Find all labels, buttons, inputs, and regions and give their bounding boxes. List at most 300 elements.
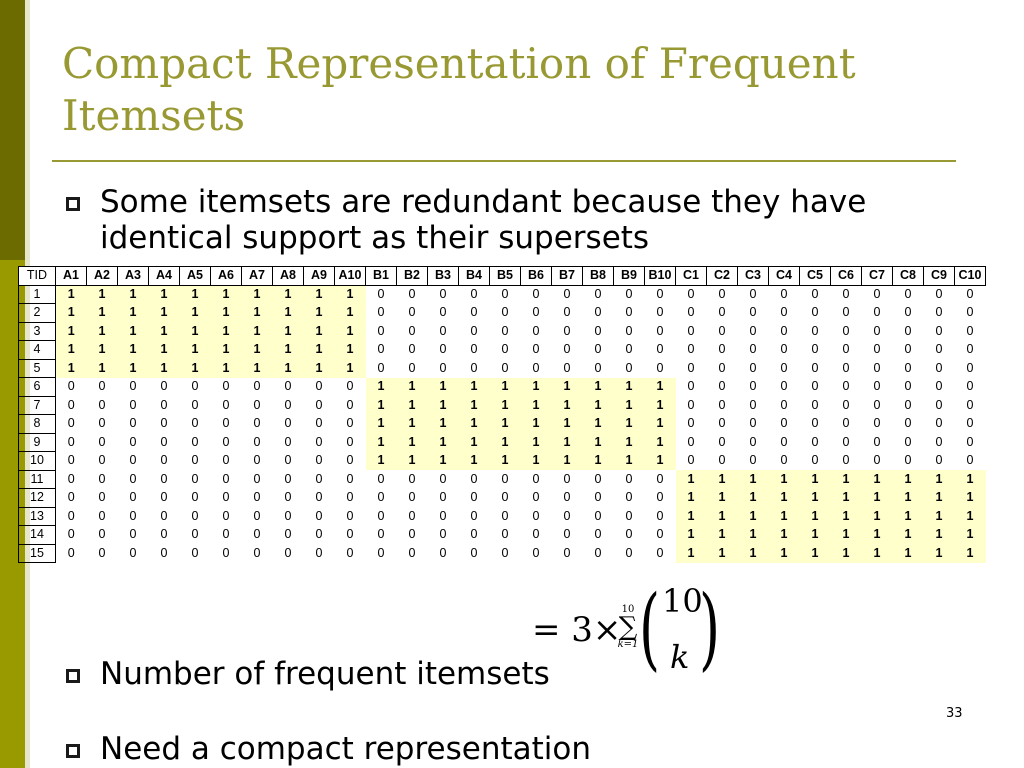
tid-cell: 7 — [19, 396, 56, 415]
table-cell: 0 — [656, 508, 664, 523]
table-cell: 0 — [98, 434, 106, 449]
table-cell: 0 — [470, 323, 478, 338]
table-cell: 1 — [893, 489, 924, 508]
column-header: B8 — [583, 267, 614, 286]
table-cell: 1 — [428, 433, 459, 452]
table-cell: 0 — [780, 453, 788, 468]
table-cell: 0 — [377, 545, 385, 560]
table-cell: 1 — [459, 415, 490, 434]
table-cell: 0 — [842, 287, 850, 301]
left-paren-icon: ( — [639, 576, 661, 681]
table-cell: 1 — [521, 378, 552, 397]
table-cell: 0 — [408, 305, 416, 320]
tid-cell: 6 — [19, 378, 56, 397]
table-cell: 0 — [594, 323, 602, 338]
table-cell: 1 — [707, 526, 738, 545]
table-cell: 0 — [718, 360, 726, 375]
table-cell: 1 — [118, 285, 149, 304]
column-header: C10 — [955, 267, 986, 286]
table-cell: 1 — [304, 322, 335, 341]
summation — [616, 604, 640, 650]
column-header: B2 — [397, 267, 428, 286]
table-cell: 0 — [935, 287, 943, 301]
table-cell: 1 — [707, 470, 738, 489]
table-cell: 0 — [532, 342, 540, 357]
table-cell: 0 — [160, 527, 168, 542]
table-cell: 0 — [625, 545, 633, 560]
table-cell: 0 — [284, 527, 292, 542]
table-cell: 0 — [811, 397, 819, 412]
table-cell: 0 — [377, 342, 385, 357]
table-cell: 1 — [366, 396, 397, 415]
table-cell: 1 — [273, 285, 304, 304]
table-cell: 0 — [501, 305, 509, 320]
table-cell: 0 — [532, 490, 540, 505]
table-cell: 0 — [532, 545, 540, 560]
table-cell: 1 — [955, 526, 986, 545]
table-cell: 0 — [563, 287, 571, 301]
table-cell: 0 — [284, 397, 292, 412]
table-cell: 0 — [315, 490, 323, 505]
table-cell: 1 — [676, 544, 707, 563]
table-cell: 0 — [98, 453, 106, 468]
table-cell: 0 — [904, 287, 912, 301]
table-cell: 1 — [211, 304, 242, 323]
table-cell: 0 — [966, 323, 974, 338]
table-cell: 0 — [904, 323, 912, 338]
table-cell: 0 — [98, 471, 106, 486]
table-cell: 1 — [397, 415, 428, 434]
table-cell: 0 — [966, 287, 974, 301]
table-cell: 0 — [160, 379, 168, 394]
table-cell: 0 — [842, 453, 850, 468]
table-cell: 0 — [780, 342, 788, 357]
table-cell: 0 — [656, 527, 664, 542]
table-cell: 0 — [656, 323, 664, 338]
sum-lower-limit: k=1 — [617, 639, 639, 650]
table-cell: 1 — [800, 470, 831, 489]
table-cell: 0 — [625, 287, 633, 301]
formula-prefix: = 3× — [532, 610, 622, 650]
table-cell: 1 — [149, 359, 180, 378]
table-cell: 0 — [222, 471, 230, 486]
table-cell: 0 — [966, 397, 974, 412]
table-cell: 0 — [718, 323, 726, 338]
table-cell: 0 — [594, 360, 602, 375]
column-header: B4 — [459, 267, 490, 286]
table-cell: 1 — [738, 526, 769, 545]
column-header: B3 — [428, 267, 459, 286]
table-cell: 1 — [273, 359, 304, 378]
table-cell: 1 — [490, 378, 521, 397]
table-cell: 1 — [304, 304, 335, 323]
table-cell: 0 — [67, 434, 75, 449]
table-cell: 0 — [470, 545, 478, 560]
table-cell: 0 — [935, 305, 943, 320]
table-cell: 1 — [397, 396, 428, 415]
table-cell: 0 — [811, 453, 819, 468]
table-cell: 0 — [563, 323, 571, 338]
table-cell: 0 — [129, 508, 137, 523]
table-cell: 1 — [56, 322, 87, 341]
table-cell: 0 — [780, 360, 788, 375]
table-cell: 0 — [439, 342, 447, 357]
table-cell: 0 — [811, 416, 819, 431]
table-cell: 1 — [676, 470, 707, 489]
table-cell: 1 — [397, 452, 428, 471]
table-cell: 0 — [718, 379, 726, 394]
table-cell: 1 — [707, 489, 738, 508]
table-cell: 0 — [408, 545, 416, 560]
table-cell: 0 — [439, 305, 447, 320]
table-cell: 0 — [98, 545, 106, 560]
table-cell: 1 — [924, 489, 955, 508]
table-cell: 0 — [687, 305, 695, 320]
table-cell: 0 — [191, 416, 199, 431]
table-cell: 0 — [470, 527, 478, 542]
table-cell: 1 — [645, 378, 676, 397]
table-cell: 0 — [904, 397, 912, 412]
table-cell: 0 — [563, 305, 571, 320]
table-cell: 0 — [594, 305, 602, 320]
table-cell: 0 — [625, 490, 633, 505]
table-cell: 0 — [687, 360, 695, 375]
table-cell: 0 — [191, 508, 199, 523]
table-cell: 0 — [873, 323, 881, 338]
tid-cell: 2 — [19, 304, 56, 323]
table-cell: 1 — [56, 359, 87, 378]
table-cell: 0 — [842, 342, 850, 357]
table-cell: 0 — [377, 508, 385, 523]
table-cell: 1 — [242, 322, 273, 341]
table-cell: 0 — [377, 360, 385, 375]
column-header: C6 — [831, 267, 862, 286]
table-cell: 0 — [129, 545, 137, 560]
table-cell: 1 — [428, 452, 459, 471]
right-paren-icon: ) — [699, 576, 721, 681]
table-cell: 0 — [904, 342, 912, 357]
table-cell: 1 — [211, 359, 242, 378]
table-cell: 0 — [935, 379, 943, 394]
table-cell: 1 — [645, 452, 676, 471]
table-cell: 0 — [811, 379, 819, 394]
table-cell: 1 — [769, 489, 800, 508]
table-cell: 1 — [304, 285, 335, 304]
table-cell: 0 — [98, 527, 106, 542]
table-cell: 1 — [149, 341, 180, 360]
table-cell: 0 — [191, 527, 199, 542]
table-cell: 0 — [346, 490, 354, 505]
table-cell: 1 — [831, 507, 862, 526]
table-row — [19, 507, 986, 526]
table-cell: 1 — [211, 285, 242, 304]
table-cell: 0 — [718, 287, 726, 301]
table-cell: 0 — [873, 397, 881, 412]
table-cell: 0 — [811, 323, 819, 338]
column-header: A3 — [118, 267, 149, 286]
bullet-square-icon — [66, 669, 80, 683]
table-cell: 0 — [563, 342, 571, 357]
table-cell: 0 — [439, 490, 447, 505]
column-header: B5 — [490, 267, 521, 286]
table-cell: 0 — [687, 287, 695, 301]
table-cell: 0 — [625, 508, 633, 523]
table-cell: 0 — [718, 397, 726, 412]
table-cell: 0 — [191, 434, 199, 449]
column-header: B7 — [552, 267, 583, 286]
table-cell: 1 — [955, 489, 986, 508]
table-cell: 1 — [118, 304, 149, 323]
table-cell: 1 — [459, 452, 490, 471]
table-cell: 0 — [129, 527, 137, 542]
table-cell: 0 — [470, 508, 478, 523]
table-cell: 1 — [242, 359, 273, 378]
table-cell: 0 — [501, 360, 509, 375]
tid-cell: 10 — [19, 452, 56, 471]
table-cell: 0 — [129, 434, 137, 449]
table-cell: 0 — [594, 471, 602, 486]
title-rule — [52, 160, 956, 162]
table-cell: 1 — [335, 359, 366, 378]
table-cell: 0 — [160, 397, 168, 412]
table-cell: 0 — [780, 434, 788, 449]
table-cell: 0 — [408, 471, 416, 486]
table-cell: 0 — [346, 434, 354, 449]
sigma-icon: ∑ — [618, 612, 638, 642]
table-cell: 1 — [800, 507, 831, 526]
table-cell: 1 — [366, 415, 397, 434]
itemset-count-formula — [532, 576, 732, 681]
table-cell: 0 — [656, 305, 664, 320]
table-cell: 0 — [377, 471, 385, 486]
table-cell: 0 — [656, 490, 664, 505]
binomial-top: 10 — [662, 582, 703, 620]
table-cell: 0 — [315, 508, 323, 523]
table-cell: 0 — [935, 342, 943, 357]
table-cell: 0 — [594, 527, 602, 542]
table-cell: 1 — [831, 489, 862, 508]
table-cell: 0 — [439, 323, 447, 338]
table-cell: 0 — [718, 434, 726, 449]
table-cell: 1 — [769, 544, 800, 563]
table-cell: 1 — [893, 507, 924, 526]
table-row — [19, 415, 986, 434]
table-cell: 1 — [397, 378, 428, 397]
table-row — [19, 322, 986, 341]
table-cell: 1 — [831, 470, 862, 489]
table-cell: 0 — [625, 360, 633, 375]
table-cell: 0 — [780, 287, 788, 301]
table-cell: 1 — [614, 378, 645, 397]
table-cell: 0 — [315, 434, 323, 449]
column-header: B6 — [521, 267, 552, 286]
table-cell: 1 — [211, 322, 242, 341]
table-cell: 1 — [149, 285, 180, 304]
table-row — [19, 526, 986, 545]
table-cell: 0 — [749, 434, 757, 449]
column-header: C5 — [800, 267, 831, 286]
table-cell: 0 — [532, 527, 540, 542]
table-cell: 0 — [811, 305, 819, 320]
table-cell: 0 — [408, 360, 416, 375]
table-cell: 0 — [501, 527, 509, 542]
table-cell: 0 — [98, 508, 106, 523]
table-row — [19, 396, 986, 415]
table-cell: 0 — [439, 527, 447, 542]
table-cell: 0 — [749, 342, 757, 357]
table-cell: 1 — [614, 415, 645, 434]
table-cell: 1 — [831, 544, 862, 563]
table-cell: 1 — [56, 341, 87, 360]
table-cell: 1 — [490, 452, 521, 471]
table-cell: 0 — [811, 287, 819, 301]
table-cell: 0 — [284, 508, 292, 523]
table-cell: 0 — [253, 453, 261, 468]
table-cell: 0 — [284, 379, 292, 394]
table-cell: 0 — [191, 397, 199, 412]
tid-cell: 12 — [19, 489, 56, 508]
table-cell: 0 — [129, 416, 137, 431]
table-cell: 0 — [563, 490, 571, 505]
table-cell: 1 — [769, 526, 800, 545]
table-cell: 0 — [253, 416, 261, 431]
table-cell: 0 — [284, 471, 292, 486]
table-cell: 1 — [738, 470, 769, 489]
table-cell: 0 — [284, 453, 292, 468]
bullet-square-icon — [66, 744, 80, 758]
table-cell: 0 — [253, 490, 261, 505]
table-cell: 0 — [501, 490, 509, 505]
table-cell: 0 — [842, 360, 850, 375]
table-cell: 0 — [625, 471, 633, 486]
table-cell: 1 — [614, 452, 645, 471]
table-cell: 0 — [749, 397, 757, 412]
table-cell: 1 — [552, 452, 583, 471]
table-cell: 0 — [160, 453, 168, 468]
table-cell: 0 — [594, 342, 602, 357]
table-cell: 1 — [583, 415, 614, 434]
table-cell: 0 — [749, 379, 757, 394]
table-cell: 1 — [893, 544, 924, 563]
table-cell: 1 — [738, 507, 769, 526]
bullet-text-frequent-count: Number of frequent itemsets — [100, 656, 550, 692]
table-cell: 1 — [521, 396, 552, 415]
table-cell: 1 — [924, 470, 955, 489]
table-cell: 1 — [242, 304, 273, 323]
column-header: C3 — [738, 267, 769, 286]
table-cell: 0 — [346, 545, 354, 560]
table-cell: 1 — [180, 359, 211, 378]
table-cell: 1 — [614, 433, 645, 452]
table-cell: 0 — [501, 508, 509, 523]
table-cell: 0 — [966, 305, 974, 320]
column-header: B1 — [366, 267, 397, 286]
table-cell: 0 — [873, 416, 881, 431]
table-cell: 0 — [594, 490, 602, 505]
table-cell: 0 — [656, 545, 664, 560]
table-cell: 0 — [563, 471, 571, 486]
table-cell: 0 — [191, 490, 199, 505]
table-cell: 1 — [459, 433, 490, 452]
table-cell: 0 — [780, 323, 788, 338]
bullet-square-icon — [66, 197, 80, 211]
table-cell: 1 — [769, 470, 800, 489]
table-cell: 0 — [966, 342, 974, 357]
column-header: A10 — [335, 267, 366, 286]
table-cell: 0 — [253, 397, 261, 412]
table-cell: 1 — [490, 433, 521, 452]
table-cell: 0 — [315, 379, 323, 394]
table-cell: 0 — [625, 323, 633, 338]
column-header: A5 — [180, 267, 211, 286]
transaction-table — [18, 266, 986, 563]
table-cell: 0 — [67, 416, 75, 431]
table-cell: 0 — [346, 416, 354, 431]
table-cell: 0 — [67, 508, 75, 523]
table-cell: 0 — [594, 508, 602, 523]
table-cell: 0 — [470, 471, 478, 486]
tid-cell: 15 — [19, 544, 56, 563]
table-cell: 1 — [56, 285, 87, 304]
table-cell: 1 — [862, 489, 893, 508]
table-cell: 0 — [873, 453, 881, 468]
table-cell: 0 — [129, 453, 137, 468]
table-cell: 0 — [346, 471, 354, 486]
table-cell: 0 — [780, 379, 788, 394]
table-cell: 0 — [284, 434, 292, 449]
table-cell: 0 — [408, 287, 416, 301]
table-cell: 0 — [191, 471, 199, 486]
sum-upper-limit: 10 — [621, 604, 635, 615]
table-cell: 1 — [893, 526, 924, 545]
table-cell: 0 — [811, 342, 819, 357]
table-cell: 0 — [935, 397, 943, 412]
table-cell: 0 — [625, 527, 633, 542]
table-cell: 1 — [614, 396, 645, 415]
table-cell: 1 — [428, 378, 459, 397]
table-cell: 1 — [149, 322, 180, 341]
table-cell: 0 — [315, 416, 323, 431]
binomial-bottom: k — [670, 638, 690, 676]
table-row — [19, 285, 986, 304]
table-cell: 0 — [532, 360, 540, 375]
table-cell: 0 — [160, 490, 168, 505]
table-row — [19, 341, 986, 360]
table-cell: 0 — [563, 360, 571, 375]
table-cell: 0 — [563, 508, 571, 523]
column-header: A8 — [273, 267, 304, 286]
table-cell: 0 — [191, 379, 199, 394]
table-cell: 0 — [904, 379, 912, 394]
tid-cell: 14 — [19, 526, 56, 545]
table-cell: 0 — [718, 416, 726, 431]
tid-cell: 1 — [19, 285, 56, 304]
table-cell: 0 — [780, 416, 788, 431]
table-cell: 0 — [98, 379, 106, 394]
table-cell: 0 — [129, 471, 137, 486]
table-cell: 0 — [873, 287, 881, 301]
table-cell: 0 — [842, 305, 850, 320]
table-cell: 1 — [335, 322, 366, 341]
table-cell: 1 — [87, 322, 118, 341]
table-cell: 1 — [583, 452, 614, 471]
table-cell: 0 — [98, 490, 106, 505]
table-cell: 0 — [718, 453, 726, 468]
table-cell: 1 — [459, 396, 490, 415]
column-header: A7 — [242, 267, 273, 286]
table-cell: 0 — [904, 305, 912, 320]
table-cell: 0 — [501, 342, 509, 357]
